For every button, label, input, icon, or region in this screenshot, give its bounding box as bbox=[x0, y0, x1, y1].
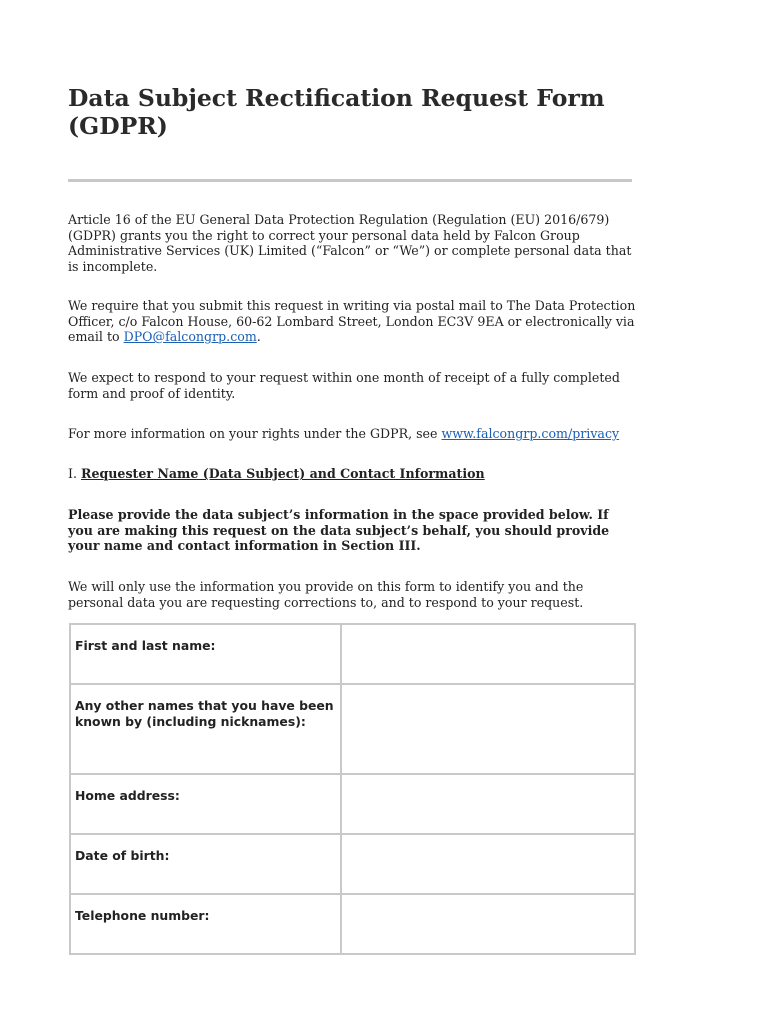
first-last-name-label: First and last name: bbox=[70, 624, 341, 684]
other-names-field[interactable] bbox=[341, 684, 635, 774]
more-info-text: For more information on your rights under the GDPR, see bbox=[68, 426, 442, 441]
data-subject-info-table bbox=[69, 623, 636, 955]
date-of-birth-field[interactable] bbox=[341, 834, 635, 894]
response-time-paragraph: We expect to respond to your request within one month of receipt of a fully completed form and proof of identity. bbox=[68, 370, 620, 401]
table-row bbox=[70, 894, 635, 954]
telephone-label: Telephone number: bbox=[70, 894, 341, 954]
table-row bbox=[70, 624, 635, 684]
more-info-paragraph bbox=[68, 426, 636, 442]
submission-end: . bbox=[256, 329, 261, 344]
privacy-link[interactable]: www.falcongrp.com/privacy bbox=[441, 426, 620, 441]
telephone-field[interactable] bbox=[341, 894, 635, 954]
title-line-1: Data Subject Rectification Request Form bbox=[68, 84, 605, 112]
section-1-instruction: Please provide the data subject’s information in the space provided below. If you are making this request on the data subject’s behalf, you should provide your name and contact information in Section III. bbox=[68, 507, 610, 553]
page-title bbox=[68, 84, 638, 140]
table-row bbox=[70, 774, 635, 834]
submission-paragraph bbox=[68, 298, 636, 345]
other-names-label: Any other names that you have been known by (including nicknames): bbox=[70, 684, 341, 774]
table-row bbox=[70, 684, 635, 774]
first-last-name-field[interactable] bbox=[341, 624, 635, 684]
article-16-paragraph: Article 16 of the EU General Data Protection Regulation (Regulation (EU) 2016/679) (GDPR) grants you the right to correct your personal data held by Falcon Group Administrative Services (UK) Limited (“Falcon” or “We”) or complete personal data that is incomplete. bbox=[68, 212, 632, 274]
title-divider bbox=[68, 179, 632, 182]
title-line-2: (GDPR) bbox=[68, 112, 168, 140]
section-1-heading bbox=[68, 466, 485, 482]
dpo-email-link[interactable]: DPO@falcongrp.com bbox=[123, 329, 257, 344]
section-1-usage-note: We will only use the information you provide on this form to identify you and the personal data you are requesting corrections to, and to respond to your request. bbox=[68, 579, 584, 610]
table-row bbox=[70, 834, 635, 894]
date-of-birth-label: Date of birth: bbox=[70, 834, 341, 894]
section-1-title: Requester Name (Data Subject) and Contact Information bbox=[80, 466, 485, 481]
home-address-field[interactable] bbox=[341, 774, 635, 834]
submission-text: We require that you submit this request in writing via postal mail to The Data Protection Officer, c/o Falcon House, 60-62 Lombard Street, London EC3V 9EA or electronically via email to bbox=[68, 298, 636, 344]
home-address-label: Home address: bbox=[70, 774, 341, 834]
section-1-number: I. bbox=[68, 466, 81, 481]
